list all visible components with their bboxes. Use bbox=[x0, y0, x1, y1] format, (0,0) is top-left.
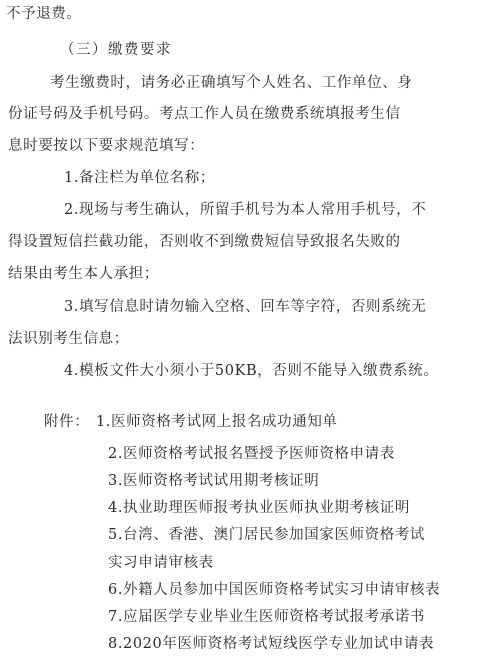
requirement-item: 4.模板文件大小须小于50KB，否则不能导入缴费系统。 bbox=[64, 363, 439, 379]
attachment-item: 7.应届医学专业毕业生医师资格考试报考承诺书 bbox=[108, 608, 426, 625]
requirement-item: 1.备注栏为单位名称； bbox=[64, 170, 215, 186]
attachments-label: 附件： bbox=[44, 414, 90, 430]
paragraph-line: 息时要按以下要求规范填写： bbox=[8, 138, 205, 154]
attachment-item: 6.外籍人员参加中国医师资格考试实习申请审核表 bbox=[108, 581, 441, 598]
requirement-item: 3.填写信息时请勿输入空格、回车等字符，否则系统无 bbox=[64, 299, 427, 315]
section-heading: （三）缴费要求 bbox=[60, 42, 172, 58]
paragraph-line: 考生缴费时，请务必正确填写个人姓名、工作单位、身 bbox=[50, 75, 413, 91]
attachment-item-continued: 实习申请审核表 bbox=[108, 554, 214, 571]
paragraph-line: 份证号码及手机号码。考点工作人员在缴费系统填报考生信 bbox=[8, 106, 401, 122]
attachment-item: 1.医师资格考试网上报名成功通知单 bbox=[96, 414, 338, 430]
top-fragment-text: 不予退费。 bbox=[6, 6, 82, 22]
requirement-item-continued: 法识别考生信息； bbox=[8, 331, 129, 347]
attachment-item: 4.执业助理医师报考执业医师执业期考核证明 bbox=[108, 500, 410, 517]
attachment-item: 5.台湾、香港、澳门居民参加国家医师资格考试 bbox=[108, 527, 426, 544]
requirement-item-continued: 结果由考生本人承担； bbox=[8, 266, 159, 282]
attachment-item: 8.2020年医师资格考试短线医学专业加试申请表 bbox=[108, 636, 435, 652]
requirement-item-continued: 得设置短信拦截功能，否则收不到缴费短信导致报名失败的 bbox=[8, 234, 401, 250]
attachment-item: 2.医师资格考试报名暨授予医师资格申请表 bbox=[108, 446, 395, 462]
requirement-item: 2.现场与考生确认，所留手机号为本人常用手机号，不 bbox=[64, 202, 427, 218]
attachment-item: 3.医师资格考试试用期考核证明 bbox=[108, 473, 320, 490]
